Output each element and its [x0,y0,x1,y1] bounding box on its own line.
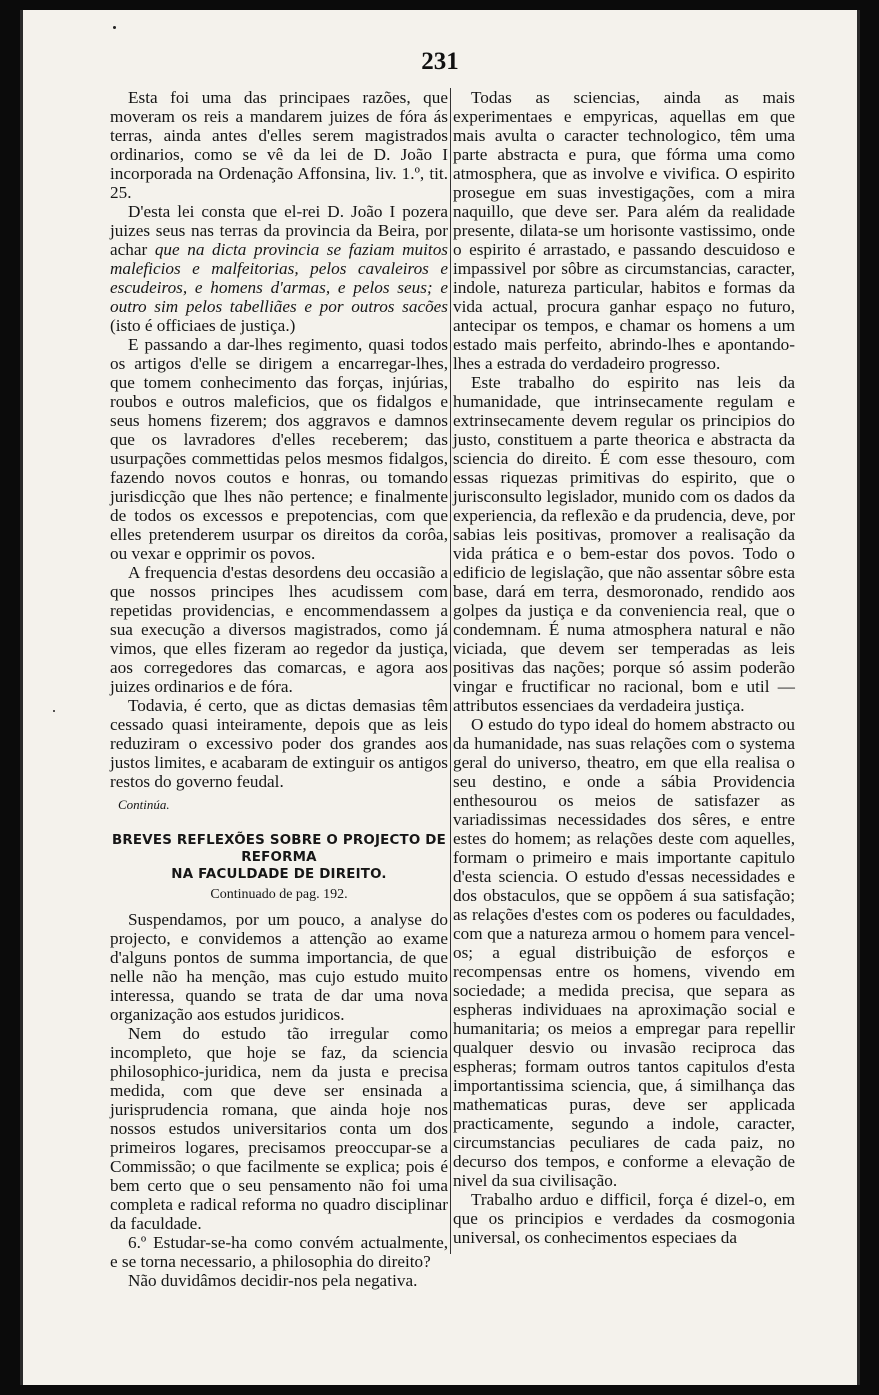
right-paragraph-4: Trabalho arduo e difficil, força é dizel-o, em que os principios e verdades da cosmogonia universal, os conhecimentos especiaes da [453,1190,795,1247]
left-paragraph-8: 6.º Estudar-se-ha como convém actualmente, e se torna necessario, a philosophia do direito? [110,1233,448,1271]
paragraph-text: D'esta lei consta que el-rei D. João I pozera juizes seus nas terras da provincia da Beira, por achar [110,202,448,259]
right-paragraph-2: Este trabalho do espirito nas leis da humanidade, que intrinsecamente regulam e extrinsecamente devem regular os principios do justo, constituem a parte theorica e abstracta da sciencia do direito. É com esse thesouro, com essas riquezas primitivas do espirito, que o jurisconsulto legislador, munido com os dados da experiencia, da reflexão e da prudencia, deve, por sabias leis positivas, promover a realisação da vida prática e o bem-estar dos povos. Todo o edificio de legislação, que não assentar sôbre esta base, dará em terra, desmoronado, rendido aos golpes da justiça e da conveniencia real, que o condemnam. É numa atmosphera natural e não viciada, que devem ser temperadas as leis positivas das nações; porque só assim poderão vingar e fructificar no racional, bom e util — attributos essenciaes da verdadeira justiça. [453,373,795,715]
right-paragraph-3: O estudo do typo ideal do homem abstracto ou da humanidade, nas suas relações com o systema geral do universo, theatro, em que ella realisa o seu destino, e onde a sábia Providencia enthesourou os meios de satisfazer as variadissimas necessidades dos sêres, e entre estes do homem; as relações deste com aquelles, formam o primeiro e mais importante capitulo d'esta sciencia. O estudo d'essas necessidades e dos obstaculos, que se oppõem á sua satisfação; as relações d'estes com os poderes ou faculdades, com que a natureza armou o homem para vencel-os; a egual distribuição de esforços e recompensas entre os homens, vivendo em sociedade; a medida precisa, que separa as espheras individuaes na aproximação social e humanitaria; os meios a empregar para repellir qualquer desvio ou invasão reciproca das espheras; formam outros tantos capitulos d'esta importantissima sciencia, que, á similhança das mathematicas puras, deve ser applicada practicamente, segundo a indole, caracter, circumstancias peculiares de cada paiz, no decurso dos tempos, e conforme a elevação de nivel da sua civilisação. [453,715,795,1190]
page-number: 231 [421,48,459,75]
left-paragraph-6: Suspendamos, por um pouco, a analyse do projecto, e convidemos a attenção ao exame d'alguns pontos de summa importancia, de que nelle não ha menção, mas cujo estudo muito interessa, quando se trata de dar uma nova organização aos estudos juridicos. [110,910,448,1024]
italic-quotation: que na dicta provincia se faziam muitos maleficios e malfeitorias, pelos cavaleiros e escudeiros, e homens d'armas, e pelos seus; e outro sim pelos tabelliães e por outros sacões [110,240,448,316]
article-subtitle: Continuado de pag. 192. [210,887,348,902]
ink-speck [53,710,55,712]
article-title-line-1: BREVES REFLEXÕES SOBRE O PROJECTO DE REFORMA [112,833,446,865]
left-paragraph-7: Nem do estudo tão irregular como incompleto, que hoje se faz, da sciencia philosophico-juridica, nem da justa e precisa medida, com que deve ser ensinada a jurisprudencia romana, que ainda hoje nos nossos estudos universitarios conta um dos primeiros logares, precisamos preoccupar-se a Commissão; o que facilmente se explica; pois é bem certo que o seu pensamento não foi uma completa e radical reforma no quadro disciplinar da faculdade. [110,1024,448,1233]
paragraph-text: (isto é officiaes de justiça.) [110,316,296,335]
newspaper-page [20,10,860,1385]
left-column [110,88,448,1290]
left-paragraph-4: A frequencia d'estas desordens deu occasião a que nossos principes lhes acudissem com repetidas providencias, e encommendassem a sua execução a diversos magistrados, como já vimos, que elles fizeram ao regedor da justiça, aos corregedores das comarcas, e agora aos juizes ordinarios e de fóra. [110,563,448,696]
continued-note: Continúa. [118,797,170,812]
left-paragraph-9: Não duvidâmos decidir-nos pela negativa. [128,1271,418,1290]
left-paragraph-3: E passando a dar-lhes regimento, quasi todos os artigos d'elle se dirigem a encarregar-lhes, que tomem conhecimento das forças, injúrias, roubos e outros maleficios, que os fidalgos e seus homens fizerem; dos aggravos e damnos que os lavradores d'elles receberem; das usurpações commettidas pelos mesmos fidalgos, fazendo novos coutos e honras, ou tomando jurisdicção que lhes não pertence; e finalmente de todos os excessos e prepotencias, com que elles pretenderem usurpar os direitos da corôa, ou vexar e opprimir os povos. [110,335,448,563]
ink-speck [113,26,116,29]
left-paragraph-5: Todavia, é certo, que as dictas demasias têm cessado quasi inteiramente, depois que as leis reduziram o excessivo poder dos grandes aos justos limites, e acabaram de extinguir os antigos restos do governo feudal. [110,696,448,791]
column-divider [450,88,451,1254]
right-column [453,88,795,1247]
left-paragraph-2 [110,202,448,335]
right-paragraph-1: Todas as sciencias, ainda as mais experimentaes e empyricas, aquellas em que mais avulta o caracter technologico, têm uma parte abstracta e pura, que fórma uma como atmosphera, que as involve e vivifica. O espirito prosegue em suas investigações, com a mira naquillo, que deve ser. Para além da realidade presente, dilata-se um horisonte vastissimo, onde o espirito é arrastado, e passando descuidoso e impassivel por sôbre as circumstancias, caracter, indole, natureza particular, habitos e formas da vida actual, procura ganhar espaço no futuro, antecipar os tempos, e chamar os homens a um estado mais perfeito, abrindo-lhes e apontando-lhes a estrada do verdadeiro progresso. [453,88,795,373]
left-paragraph-1: Esta foi uma das principaes razões, que moveram os reis a mandarem juizes de fóra ás terras, ainda antes d'elles serem magistrados ordinarios, como se vê da lei de D. João I incorporada na Ordenação Affonsina, liv. 1.º, tit. 25. [110,88,448,202]
article-title-line-2: NA FACULDADE DE DIREITO. [171,867,387,882]
